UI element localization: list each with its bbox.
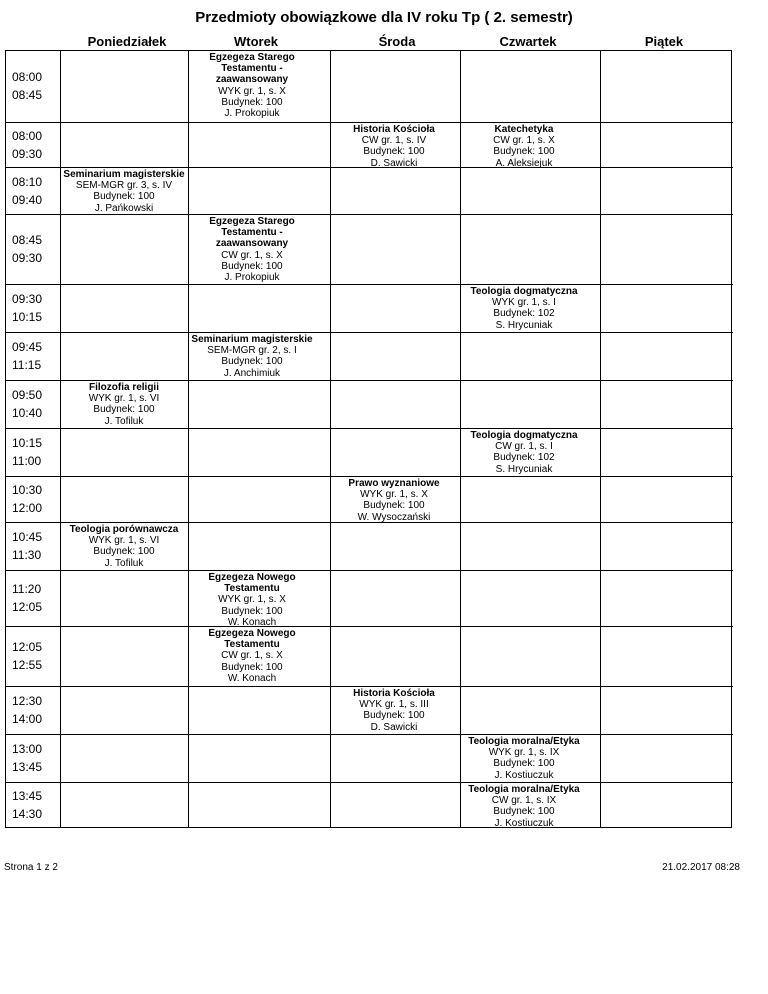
class-group: CW gr. 1, s. X	[221, 650, 283, 662]
class-entry	[330, 478, 458, 523]
class-entry	[460, 286, 588, 331]
class-entry	[460, 736, 588, 781]
class-title: Filozofia religii	[88, 382, 159, 393]
class-entry	[60, 524, 188, 569]
slot-start: 09:30	[12, 292, 43, 306]
class-title: Egzegeza Nowego Testamentu	[208, 572, 296, 595]
class-title: Seminarium magisterskie	[191, 334, 313, 345]
class-title: Teologia moralna/Etyka	[468, 736, 580, 747]
class-group: SEM-MGR gr. 3, s. IV	[75, 180, 173, 192]
class-title: Historia Kościoła	[353, 124, 435, 135]
time-slot-label	[12, 68, 56, 104]
class-teacher: J. Kostiuczuk	[494, 769, 554, 781]
class-title: Prawo wyznaniowe	[348, 478, 440, 489]
slot-end: 09:40	[12, 192, 43, 207]
class-teacher: J. Prokopiuk	[224, 272, 280, 284]
class-group: WYK gr. 1, s. VI	[88, 393, 160, 405]
class-entry	[188, 334, 316, 379]
class-title: Egzegeza Starego Testamentu - zaawansowany	[209, 216, 295, 250]
row-divider	[5, 782, 733, 783]
time-slot-label	[12, 386, 56, 422]
page-title: Przedmioty obowiązkowe dla IV roku Tp ( 2. semestr)	[195, 9, 573, 26]
class-group: CW gr. 1, s. IV	[361, 135, 427, 147]
class-building: Budynek: 100	[493, 806, 555, 818]
class-entry	[330, 124, 458, 169]
class-entry	[460, 784, 588, 829]
slot-start: 11:20	[12, 582, 42, 596]
slot-start: 10:45	[12, 530, 43, 544]
class-teacher: J. Anchimiuk	[223, 367, 281, 379]
day-header: Środa	[378, 34, 416, 49]
class-teacher: J. Tofiluk	[104, 415, 144, 427]
slot-start: 10:30	[12, 483, 43, 497]
slot-start: 13:00	[12, 742, 43, 756]
class-title: Egzegeza Nowego Testamentu	[208, 628, 296, 651]
class-entry	[188, 52, 316, 119]
class-entry	[60, 169, 188, 214]
page-number: Strona 1 z 2	[4, 862, 58, 873]
slot-end: 08:45	[12, 88, 43, 102]
class-group: CW gr. 1, s. IX	[491, 795, 557, 807]
row-divider	[5, 284, 733, 285]
slot-start: 12:30	[12, 694, 43, 708]
class-building: Budynek: 100	[221, 356, 283, 368]
time-slot-label	[12, 338, 56, 374]
slot-end: 11:15	[12, 358, 42, 372]
row-divider	[5, 122, 733, 123]
class-building: Budynek: 100	[221, 260, 283, 272]
class-title: Teologia dogmatyczna	[470, 430, 578, 441]
class-entry	[60, 382, 188, 427]
row-divider	[5, 686, 733, 687]
class-teacher: D. Sawicki	[370, 157, 418, 169]
slot-start: 08:45	[12, 233, 43, 247]
class-group: SEM-MGR gr. 2, s. I	[207, 345, 297, 357]
time-slot-label	[12, 434, 56, 470]
slot-start: 08:00	[12, 70, 43, 84]
slot-end: 14:00	[12, 712, 43, 726]
class-building: Budynek: 100	[93, 191, 155, 203]
class-building: Budynek: 100	[93, 546, 155, 558]
row-divider	[5, 428, 733, 429]
class-group: CW gr. 1, s. X	[493, 135, 555, 147]
class-title: Seminarium magisterskie	[63, 169, 185, 180]
row-divider	[5, 626, 733, 627]
class-title: Teologia porównawcza	[69, 524, 179, 535]
class-group: WYK gr. 1, s. X	[218, 85, 286, 97]
slot-start: 12:05	[12, 640, 43, 654]
class-building: Budynek: 100	[363, 146, 425, 158]
class-group: CW gr. 1, s. I	[495, 441, 553, 453]
class-title: Egzegeza Starego Testamentu - zaawansowany	[209, 52, 295, 86]
class-teacher: J. Pańkowski	[94, 202, 154, 214]
class-entry	[188, 628, 316, 684]
slot-start: 09:50	[12, 388, 43, 402]
class-building: Budynek: 100	[93, 404, 155, 416]
class-teacher: W. Konach	[227, 672, 277, 684]
day-header: Poniedziałek	[87, 34, 167, 49]
class-teacher: J. Tofiluk	[104, 557, 144, 569]
class-entry	[188, 216, 316, 283]
class-group: WYK gr. 1, s. VI	[88, 535, 160, 547]
time-slot-label	[12, 740, 56, 776]
row-divider	[5, 380, 733, 381]
slot-end: 10:15	[12, 310, 43, 324]
class-teacher: W. Konach	[227, 616, 277, 628]
time-slot-label	[12, 127, 56, 163]
row-divider	[5, 734, 733, 735]
class-building: Budynek: 102	[493, 452, 555, 464]
class-group: WYK gr. 1, s. X	[360, 489, 428, 501]
slot-end: 12:05	[12, 600, 43, 614]
time-slot-label	[12, 481, 56, 517]
day-header: Piątek	[644, 34, 684, 49]
slot-end: 09:30	[12, 146, 43, 161]
class-title: Teologia dogmatyczna	[470, 286, 578, 297]
slot-end: 10:40	[12, 406, 43, 420]
class-building: Budynek: 102	[493, 308, 555, 320]
slot-start: 13:45	[12, 789, 43, 803]
class-building: Budynek: 100	[221, 96, 283, 108]
class-entry	[330, 688, 458, 733]
time-slot-label	[12, 580, 56, 616]
class-entry	[460, 124, 588, 169]
class-group: WYK gr. 1, s. X	[218, 594, 286, 606]
slot-start: 08:00	[12, 128, 43, 143]
time-slot-label	[12, 173, 56, 209]
slot-end: 12:55	[12, 658, 43, 672]
row-divider	[5, 332, 733, 333]
class-group: WYK gr. 1, s. I	[492, 297, 556, 309]
class-building: Budynek: 100	[221, 661, 283, 673]
class-group: WYK gr. 1, s. IX	[488, 747, 560, 759]
row-divider	[5, 570, 733, 571]
slot-end: 09:30	[12, 251, 43, 265]
slot-start: 08:10	[12, 174, 43, 189]
class-group: WYK gr. 1, s. III	[359, 699, 429, 711]
class-teacher: J. Kostiuczuk	[494, 817, 554, 829]
class-building: Budynek: 100	[493, 146, 555, 158]
slot-end: 13:45	[12, 760, 43, 774]
class-title: Historia Kościoła	[353, 688, 435, 699]
class-teacher: S. Hrycuniak	[495, 463, 553, 475]
class-group: CW gr. 1, s. X	[221, 249, 283, 261]
class-title: Teologia moralna/Etyka	[468, 784, 580, 795]
time-slot-label	[12, 787, 56, 823]
class-teacher: W. Wysoczański	[357, 511, 431, 523]
time-slot-label	[12, 692, 56, 728]
class-title: Katechetyka	[494, 124, 554, 135]
slot-start: 10:15	[12, 436, 43, 450]
row-divider	[5, 476, 733, 477]
print-timestamp: 21.02.2017 08:28	[662, 862, 740, 873]
class-teacher: S. Hrycuniak	[495, 319, 553, 331]
class-building: Budynek: 100	[493, 758, 555, 770]
day-header: Wtorek	[233, 34, 279, 49]
day-header: Czwartek	[499, 34, 557, 49]
time-slot-label	[12, 528, 56, 564]
slot-end: 11:00	[12, 454, 42, 468]
slot-end: 11:30	[12, 548, 42, 562]
class-teacher: D. Sawicki	[370, 721, 418, 733]
slot-end: 14:30	[12, 807, 43, 821]
class-entry	[188, 572, 316, 628]
slot-end: 12:00	[12, 501, 43, 515]
class-building: Budynek: 100	[363, 500, 425, 512]
class-teacher: A. Aleksiejuk	[495, 157, 553, 169]
slot-start: 09:45	[12, 340, 43, 354]
time-slot-label	[12, 638, 56, 674]
time-slot-label	[12, 290, 56, 326]
class-building: Budynek: 100	[363, 710, 425, 722]
class-building: Budynek: 100	[221, 605, 283, 617]
class-entry	[460, 430, 588, 475]
time-slot-label	[12, 231, 56, 267]
class-teacher: J. Prokopiuk	[224, 108, 280, 120]
row-divider	[5, 214, 733, 215]
